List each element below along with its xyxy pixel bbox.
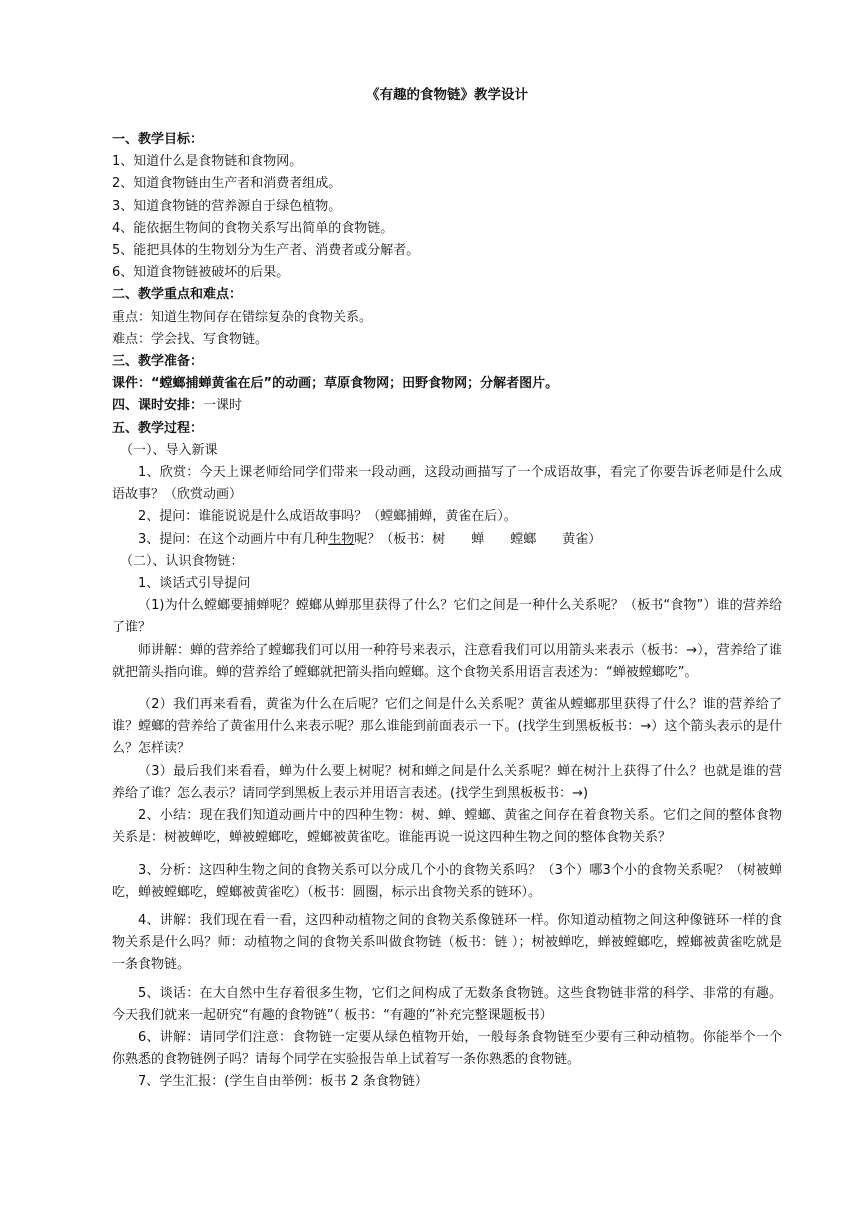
goal-item: 1、知道什么是食物链和食物网。 [112, 154, 303, 170]
underlined-word: 生物 [328, 531, 355, 547]
part2-question-2: （2）我们再来看看，黄雀为什么在后呢？它们之间是什么关系呢？黄雀从螳螂那里获得了什么？谁的营养给了谁？螳螂的营养给了黄雀用什么来表示呢？那么谁能到前面表示一下。(找学生到黑板板书：→）这个箭头表示的是什么？怎样读？ [112, 697, 782, 757]
part1-paragraph-3 [112, 529, 782, 551]
part2-question-3: （3）最后我们来看看，蝉为什么要上树呢？树和蝉之间是什么关系呢？蝉在树汁上获得了什么？也就是谁的营养给了谁？怎么表示？请同学到黑板上表示并用语言表述。(找学生到黑板板书：→) [112, 763, 782, 801]
part1-paragraph-2: 2、提问：谁能说说是什么成语故事吗？（螳螂捕蝉，黄雀在后）。 [138, 509, 517, 525]
section-heading-preparation: 三、教学准备： [112, 354, 204, 370]
part1-heading: （一）、导入新课 [120, 442, 218, 458]
section-heading-key-points: 二、教学重点和难点： [112, 287, 243, 303]
part1-paragraph-3-text-b: 呢？（板书：树 蝉 螳螂 黄雀） [354, 531, 602, 547]
preparation-text: 课件：“螳螂捕蝉黄雀在后”的动画；草原食物网；田野食物网；分解者图片。 [112, 376, 559, 392]
section-heading-process: 五、教学过程： [112, 420, 204, 436]
key-point: 重点：知道生物间存在错综复杂的食物关系。 [112, 309, 373, 325]
part2-question-1: （1)为什么螳螂要捕蝉呢？螳螂从蝉那里获得了什么？它们之间是一种什么关系呢？（板书“食物”）谁的营养给了谁？ [112, 598, 782, 636]
part2-explanation: 4、讲解：我们现在看一看，这四种动植物之间的食物关系像链环一样。你知道动植物之间这种像链环一样的食物关系是什么吗？师：动植物之间的食物关系叫做食物链（板书：链 ）；树被蝉吃，蝉被螳螂吃，螳螂被黄雀吃就是一条食物链。 [112, 912, 782, 973]
schedule-value: 一课时 [203, 398, 243, 414]
part2-summary: 2、小结：现在我们知道动画片中的四种生物：树、蝉、螳螂、黄雀之间存在着食物关系。它们之间的整体食物关系是：树被蝉吃，蝉被螳螂吃，螳螂被黄雀吃。谁能再说一说这四种生物之间的整体食物关系？ [112, 808, 782, 846]
part2-explanation-2: 6、讲解：请同学们注意：食物链一定要从绿色植物开始，一般每条食物链至少要有三种动植物。你能举个一个你熟悉的食物链例子吗？请每个同学在实验报告单上试着写一条你熟悉的食物链。 [112, 1029, 782, 1068]
goal-item: 4、能依据生物间的食物关系写出简单的食物链。 [112, 220, 394, 236]
document-page [112, 84, 782, 1094]
part2-heading: （二）、认识食物链： [120, 553, 244, 569]
part2-analysis: 3、分析：这四种生物之间的食物关系可以分成几个小的食物关系吗？（3个）哪3个小的食物关系呢？（树被蝉吃，蝉被螳螂吃，螳螂被黄雀吃）（板书：圆圈，标示出食物关系的链环）。 [112, 862, 782, 900]
goal-item: 6、知道食物链被破坏的后果。 [112, 265, 290, 281]
section-schedule [112, 395, 782, 417]
part2-teacher-explanation: 师讲解：蝉的营养给了螳螂我们可以用一种符号来表示，注意看我们可以用箭头来表示（板书：→），营养给了谁就把箭头指向谁。蝉的营养给了螳螂就把箭头指向螳螂。这个食物关系用语言表述为：“蝉被螳螂吃”。 [112, 642, 782, 680]
part1-paragraph-1: 1、欣赏：今天上课老师给同学们带来一段动画，这段动画描写了一个成语故事，看完了你要告诉老师是什么成语故事？（欣赏动画） [112, 465, 782, 503]
part2-student-report: 7、学生汇报：(学生自由举例：板书 2 条食物链） [138, 1074, 428, 1090]
difficult-point: 难点：学会找、写食物链。 [112, 331, 269, 347]
part1-paragraph-3-text-a: 3、提问：在这个动画片中有几种 [138, 531, 329, 547]
section-heading-schedule: 四、课时安排： [112, 398, 204, 414]
goal-item: 5、能把具体的生物划分为生产者、消费者或分解者。 [112, 243, 420, 259]
goal-item: 2、知道食物链由生产者和消费者组成。 [112, 176, 342, 192]
section-heading-goals: 一、教学目标： [112, 132, 204, 147]
part2-paragraph-1: 1、谈话式引导提问 [138, 576, 251, 592]
document-title: 《有趣的食物链》教学设计 [366, 87, 528, 103]
part2-talk: 5、谈话：在大自然中生存着很多生物，它们之间构成了无数条食物链。这些食物链非常的科学、非常的有趣。今天我们就来一起研究“有趣的食物链”（ 板书：“有趣的”补充完整课题板书） [112, 985, 782, 1023]
goal-item: 3、知道食物链的营养源自于绿色植物。 [112, 198, 342, 214]
